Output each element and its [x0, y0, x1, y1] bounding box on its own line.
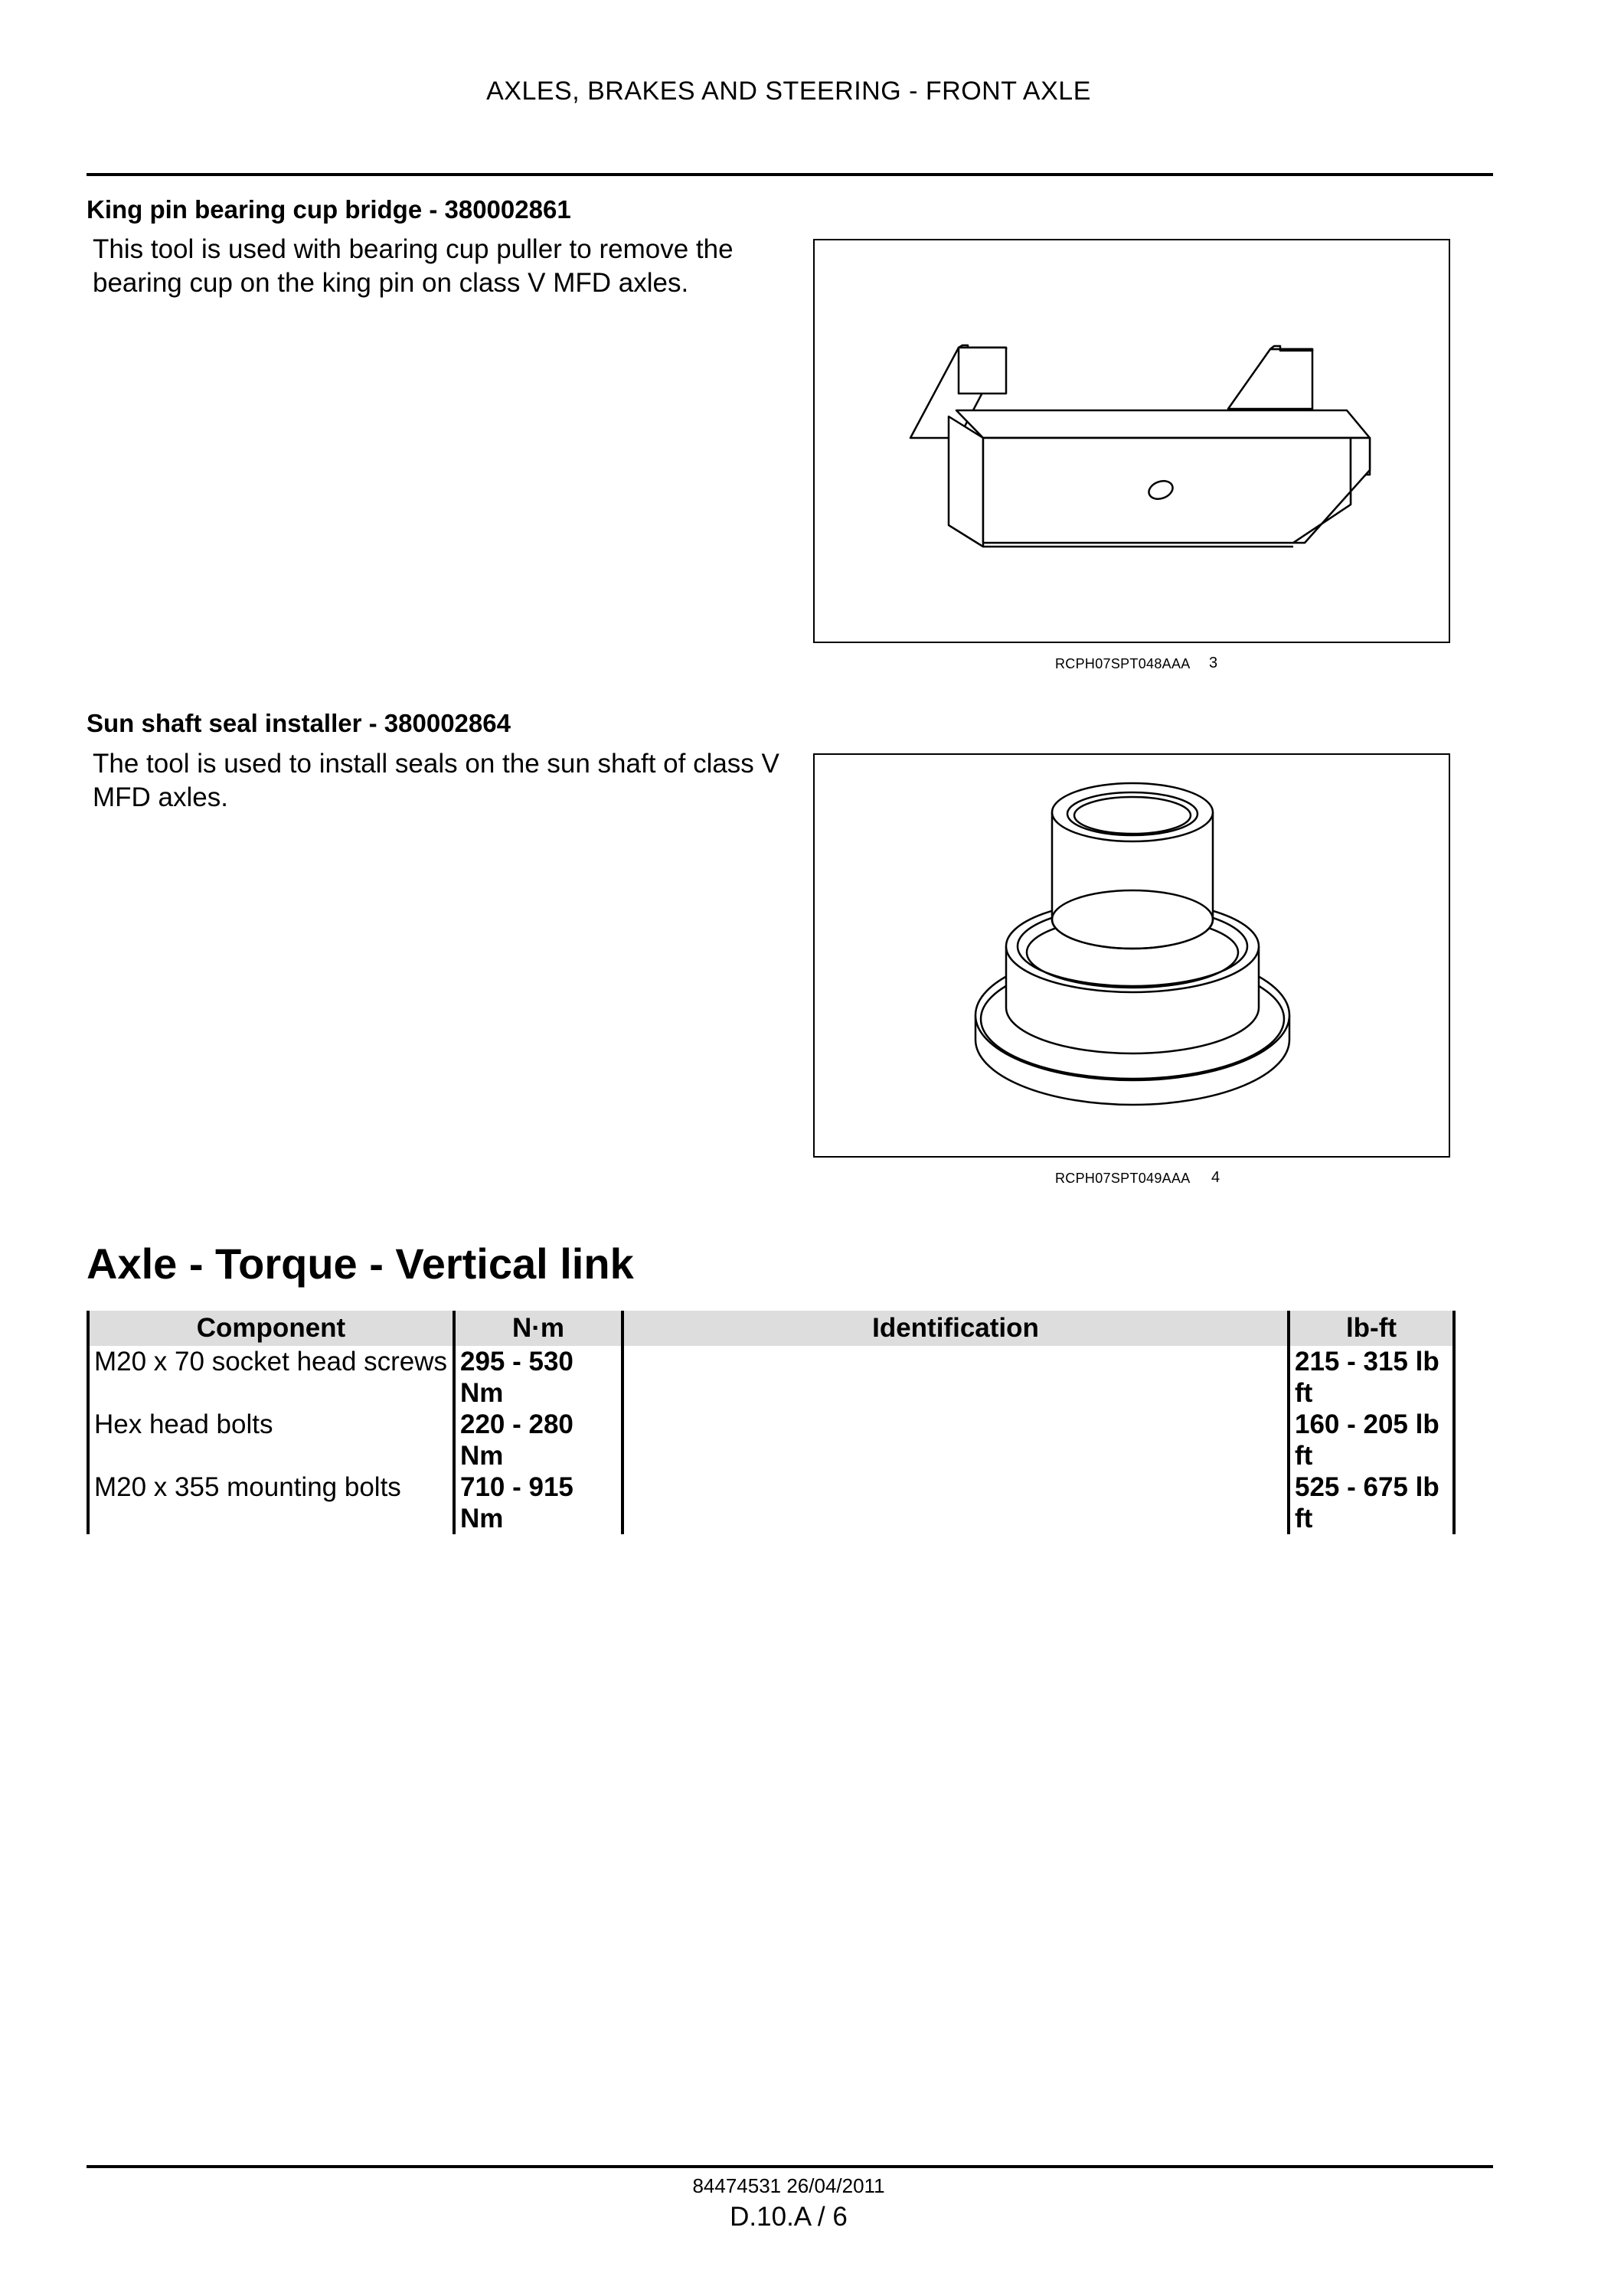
tool1-description: This tool is used with bearing cup puller to remove the bearing cup on the king pin on class V MFD axles. — [93, 234, 734, 298]
cell-identification — [622, 1346, 1289, 1409]
cell-nm: 220 - 280 Nm — [454, 1409, 622, 1471]
tool1-figure-number: 3 — [1209, 655, 1218, 671]
col-header-nm: N·m — [454, 1311, 622, 1346]
col-header-component: Component — [88, 1311, 454, 1346]
tool2-figure — [813, 753, 1450, 1158]
cell-lbft: 160 - 205 lb ft — [1289, 1409, 1454, 1471]
tool2-figure-number: 4 — [1211, 1169, 1220, 1186]
cell-component: M20 x 70 socket head screws — [88, 1346, 454, 1409]
table-row — [88, 1346, 1454, 1409]
cell-nm: 710 - 915 Nm — [454, 1471, 622, 1534]
table-header-row — [88, 1311, 1454, 1346]
tool1-figure — [813, 239, 1450, 643]
tool2-title: Sun shaft seal installer - 380002864 — [87, 709, 511, 737]
footer-page-number: D.10.A / 6 — [730, 2202, 848, 2232]
table-row — [88, 1409, 1454, 1471]
tool1-figure-code: RCPH07SPT048AAA — [1055, 656, 1191, 671]
cell-component: M20 x 355 mounting bolts — [88, 1471, 454, 1534]
tool2-description: The tool is used to install seals on the sun shaft of class V MFD axles. — [93, 749, 779, 812]
tool2-figure-code: RCPH07SPT049AAA — [1055, 1171, 1191, 1186]
cell-identification — [622, 1471, 1289, 1534]
col-header-identification: Identification — [622, 1311, 1289, 1346]
footer-rule — [87, 2165, 1493, 2168]
cell-component: Hex head bolts — [88, 1409, 454, 1471]
cell-lbft: 525 - 675 lb ft — [1289, 1471, 1454, 1534]
header-rule — [87, 173, 1493, 176]
cell-identification — [622, 1409, 1289, 1471]
torque-table — [87, 1311, 1456, 1534]
table-row — [88, 1471, 1454, 1534]
cell-lbft: 215 - 315 lb ft — [1289, 1346, 1454, 1409]
tool1-title: King pin bearing cup bridge - 380002861 — [87, 195, 571, 224]
col-header-lbft: lb-ft — [1289, 1311, 1454, 1346]
footer-doc-code: 84474531 26/04/2011 — [692, 2174, 885, 2197]
running-header: AXLES, BRAKES AND STEERING - FRONT AXLE — [486, 77, 1091, 106]
cell-nm: 295 - 530 Nm — [454, 1346, 622, 1409]
torque-heading: Axle - Torque - Vertical link — [87, 1239, 634, 1288]
bearing-cup-bridge-illustration — [815, 240, 1449, 642]
sun-shaft-seal-installer-illustration — [815, 755, 1449, 1156]
